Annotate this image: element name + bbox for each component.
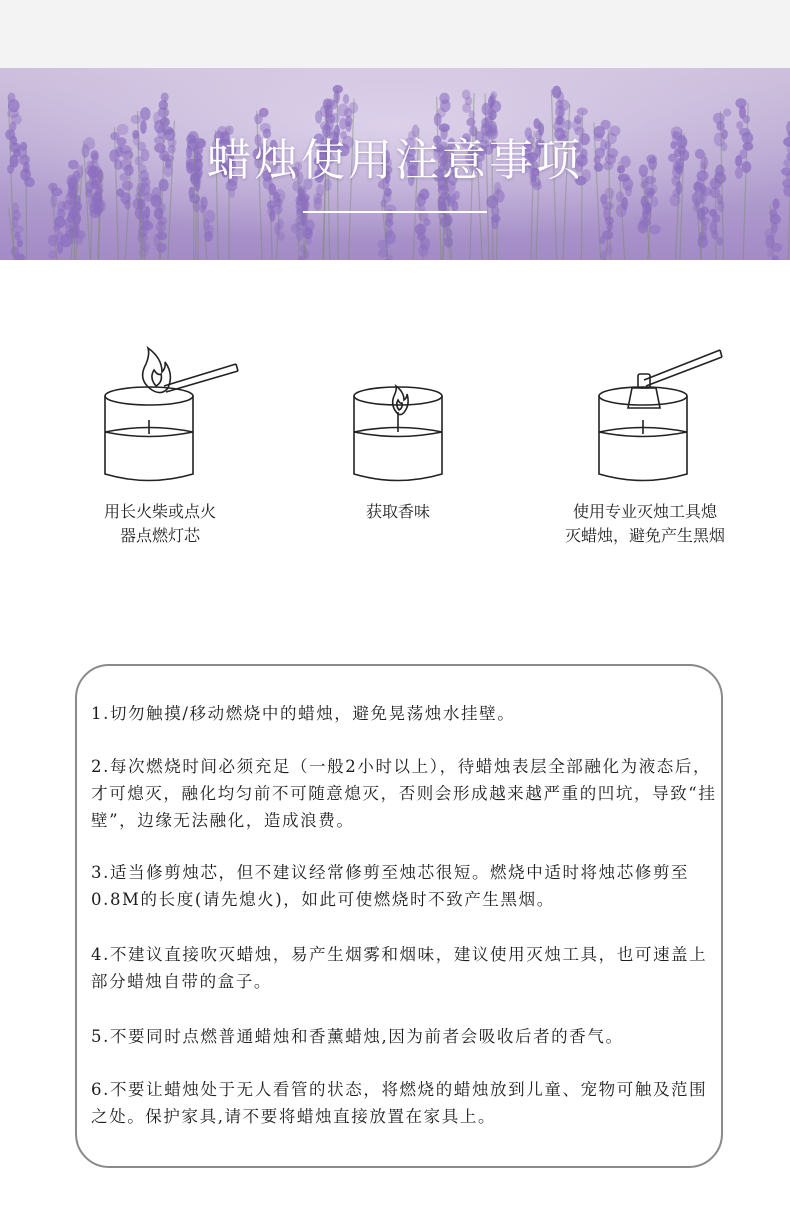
notice-item-5: 5.不要同时点燃普通蜡烛和香薰蜡烛,因为前者会吸收后者的香气。 [91,1027,624,1046]
notice-item-4: 4.不建议直接吹灭蜡烛，易产生烟雾和烟味，建议使用灭烛工具，也可速盖上部分蜡烛自带的盒子。 [91,945,708,991]
match-lighting-candle-icon [70,340,250,500]
notice-item-1: 1.切勿触摸/移动燃烧中的蜡烛，避免晃荡烛水挂壁。 [91,704,516,723]
notice-box [75,664,723,1168]
top-bar [0,0,790,68]
notice-item-6: 6.不要让蜡烛处于无人看管的状态，将燃烧的蜡烛放到儿童、宠物可触及范围之处。保护家具,请不要将蜡烛直接放置在家具上。 [91,1080,708,1126]
burning-candle-icon [308,340,488,500]
notice-item-3: 3.适当修剪烛芯，但不建议经常修剪至烛芯很短。燃烧中适时将烛芯修剪至0.8M的长度(请先熄火)，如此可使燃烧时不致产生黑烟。 [91,863,690,909]
title-underline [303,211,487,213]
banner [0,68,790,260]
page-title: 蜡烛使用注意事项 [207,135,583,186]
candle-snuffer-icon [540,340,750,500]
notice-item-2: 2.每次燃烧时间必须充足（一般2小时以上），待蜡烛表层全部融化为液态后，才可熄灭，融化均匀前不可随意熄灭，否则会形成越来越严重的凹坑，导致“挂壁”，边缘无法融化，造成浪费。 [91,757,717,830]
step-get-fragrance [308,340,488,524]
step-caption: 获取香味 [365,502,430,521]
step-caption: 用长火柴或点火 器点燃灯芯 [103,502,216,545]
step-snuff-candle [540,340,750,548]
step-light-wick [70,340,250,548]
step-caption: 使用专业灭烛工具熄 灭蜡烛，避免产生黑烟 [564,502,725,545]
